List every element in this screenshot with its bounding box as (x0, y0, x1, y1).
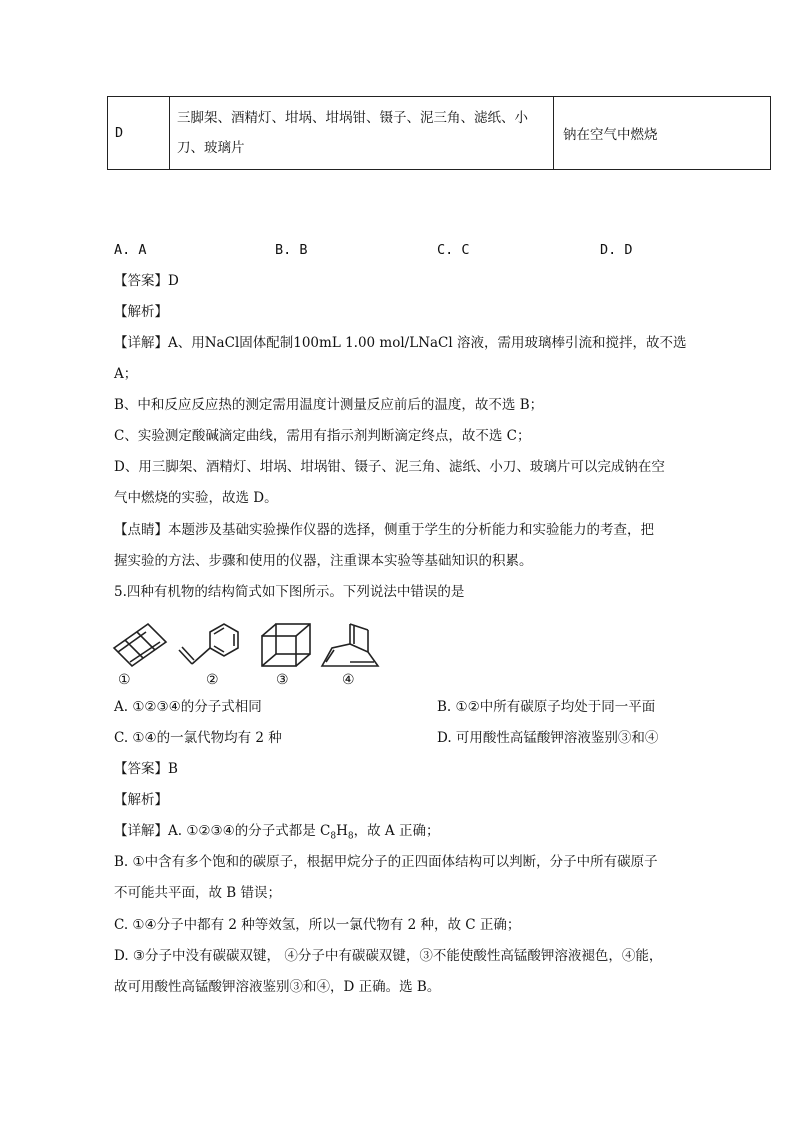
q5-option-a: A. ①②③④的分子式相同 (114, 699, 262, 715)
q4-option-d: D. D (600, 242, 633, 258)
q4-comment-line: 握实验的方法、步骤和使用的仪器，注重课本实验等基础知识的积累。 (114, 553, 533, 569)
q5-detail-line-a (114, 822, 439, 846)
table-row (108, 97, 771, 170)
q5-detail-line: C. ①④分子中都有 2 种等效氢，所以一氯代物有 2 种，故 C 正确； (114, 917, 521, 933)
molecule-4-structure (318, 620, 384, 670)
q4-detail-line: A； (114, 366, 138, 382)
q4-comment-line: 【点睛】本题涉及基础实验操作仪器的选择，侧重于学生的分析能力和实验能力的考查，把 (114, 522, 654, 538)
q4-detail-line: D、用三脚架、酒精灯、坩埚、坩埚钳、镊子、泥三角、滤纸、小刀、玻璃片可以完成钠在空 (114, 459, 665, 475)
q4-detail-line: B、中和反应反应热的测定需用温度计测量反应前后的温度，故不选 B； (114, 397, 544, 413)
molecule-1-structure (110, 620, 172, 670)
q5-option-d: D. 可用酸性高锰酸钾溶液鉴别③和④ (437, 730, 659, 746)
q4-answer: 【答案】D (114, 273, 179, 289)
formula-h-subscript: 8 (347, 831, 354, 842)
equipment-cell: 三脚架、酒精灯、坩埚、坩埚钳、镊子、泥三角、滤纸、小刀、玻璃片 (170, 97, 554, 170)
formula-h: H (336, 823, 348, 839)
molecule-4-label: ④ (342, 672, 355, 688)
molecule-3-label: ③ (276, 672, 289, 688)
molecule-2-label: ② (206, 672, 219, 688)
detail-a-suffix: ，故 A 正确； (353, 823, 440, 839)
q5-stem: 5.四种有机物的结构简式如下图所示。下列说法中错误的是 (114, 584, 465, 600)
q4-analysis-heading: 【解析】 (114, 304, 168, 320)
molecule-1-label: ① (118, 672, 131, 688)
q5-option-c: C. ①④的一氯代物均有 2 种 (114, 730, 282, 746)
q5-detail-line: B. ①中含有多个饱和的碳原子，根据甲烷分子的正四面体结构可以判断，分子中所有碳原子 (114, 854, 658, 870)
q4-option-c: C. C (437, 242, 470, 258)
q4-option-a: A. A (114, 242, 147, 258)
formula-c-subscript: 8 (330, 831, 337, 842)
q5-option-b: B. ①②中所有碳原子均处于同一平面 (437, 699, 656, 715)
detail-a-prefix: 【详解】A. ①②③④的分子式都是 C (114, 823, 331, 839)
q4-detail-line: 【详解】A、用NaCl固体配制100mL 1.00 mol/LNaCl 溶液，需用玻璃棒引流和搅拌，故不选 (114, 335, 687, 351)
q5-detail-line: 故可用酸性高锰酸钾溶液鉴别③和④，D 正确。选 B。 (114, 979, 441, 995)
q5-detail-line: 不可能共平面，故 B 错误； (114, 885, 282, 901)
q5-detail-line: D. ③分子中没有碳碳双键， ④分子中有碳碳双键，③不能使酸性高锰酸钾溶液褪色，④能， (114, 948, 663, 964)
option-letter-cell: D (108, 97, 170, 170)
experiment-cell: 钠在空气中燃烧 (554, 97, 771, 170)
q4-detail-line: 气中燃烧的实验，故选 D。 (114, 490, 278, 506)
option-table (107, 96, 771, 170)
q5-answer: 【答案】B (114, 761, 178, 777)
molecule-3-structure (258, 620, 316, 670)
molecule-2-structure (176, 620, 248, 670)
q4-option-b: B. B (275, 242, 308, 258)
q5-analysis-heading: 【解析】 (114, 792, 168, 808)
q4-detail-line: C、实验测定酸碱滴定曲线，需用有指示剂判断滴定终点，故不选 C； (114, 428, 531, 444)
